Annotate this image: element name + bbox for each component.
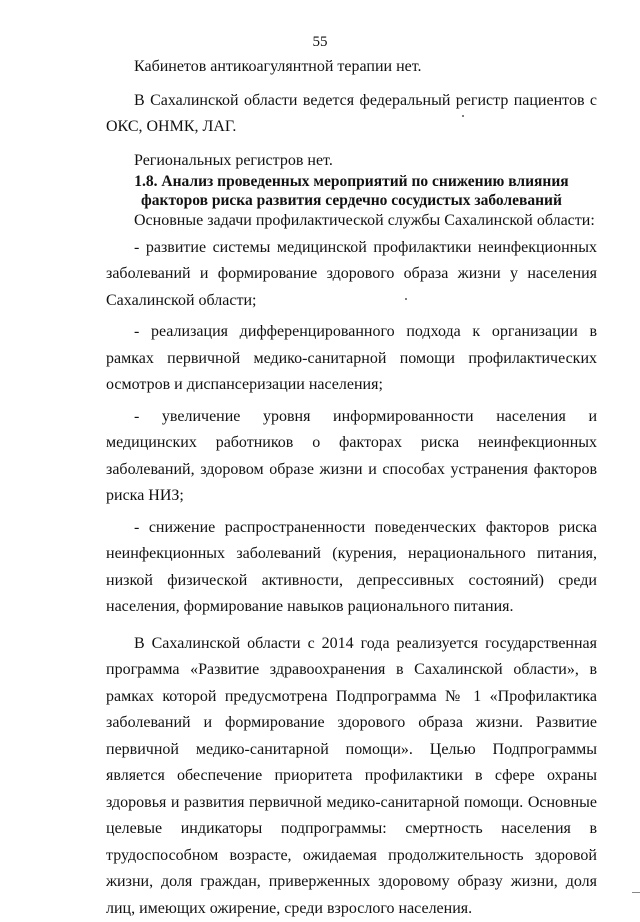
- list-item: - реализация дифференцированного подхода к организации в рамках первичной медико-санитарной помощи профилактических осмотров и диспансеризации населения;: [106, 319, 597, 399]
- scan-edge-mark: [632, 892, 640, 893]
- scan-speck: [462, 115, 464, 117]
- intro-paragraph: В Сахалинской области ведется федеральный регистр пациентов с ОКС, ОНМК, ЛАГ.: [106, 88, 597, 141]
- body-paragraph: Основные задачи профилактической службы Сахалинской области:: [106, 208, 597, 235]
- intro-block: [106, 54, 597, 174]
- intro-paragraph: Кабинетов антикоагулянтной терапии нет.: [106, 54, 597, 81]
- section-body: [106, 208, 597, 922]
- scan-speck: [405, 298, 407, 300]
- intro-paragraph: Региональных регистров нет.: [106, 148, 597, 175]
- list-item: - снижение распространенности поведенческих факторов риска неинфекционных заболеваний (курения, нерационального питания, низкой физической активности, депрессивных состояний) среди населения, формирование навыков рационального питания.: [106, 515, 597, 621]
- section-heading-line: факторов риска развития сердечно сосудистых заболеваний: [106, 191, 597, 210]
- list-item: - увеличение уровня информированности населения и медицинских работников о факторах риска неинфекционных заболеваний, здоровом образе жизни и способах устранения факторов риска НИЗ;: [106, 404, 597, 510]
- section-heading-line: 1.8. Анализ проведенных мероприятий по снижению влияния: [106, 172, 597, 191]
- page-number: 55: [0, 34, 640, 51]
- section-heading: [106, 172, 597, 210]
- list-item: - развитие системы медицинской профилактики неинфекционных заболеваний и формирование здорового образа жизни у населения Сахалинской области;: [106, 235, 597, 315]
- body-paragraph: В Сахалинской области с 2014 года реализуется государственная программа «Развитие здравоохранения в Сахалинской области», в рамках которой предусмотрена Подпрограмма № 1 «Профилактика заболеваний и формирование здорового образа жизни. Развитие первичной медико-санитарной помощи». Целью Подпрограммы является обеспечение приоритета профилактики в сфере охраны здоровья и развития первичной медико-санитарной помощи. Основные целевые индикаторы подпрограммы: смертность населения в трудоспособном возрасте, ожидаемая продолжительность здоровой жизни, доля граждан, приверженных здоровому образу жизни, доля лиц, имеющих ожирение, среди взрослого населения.: [106, 631, 597, 922]
